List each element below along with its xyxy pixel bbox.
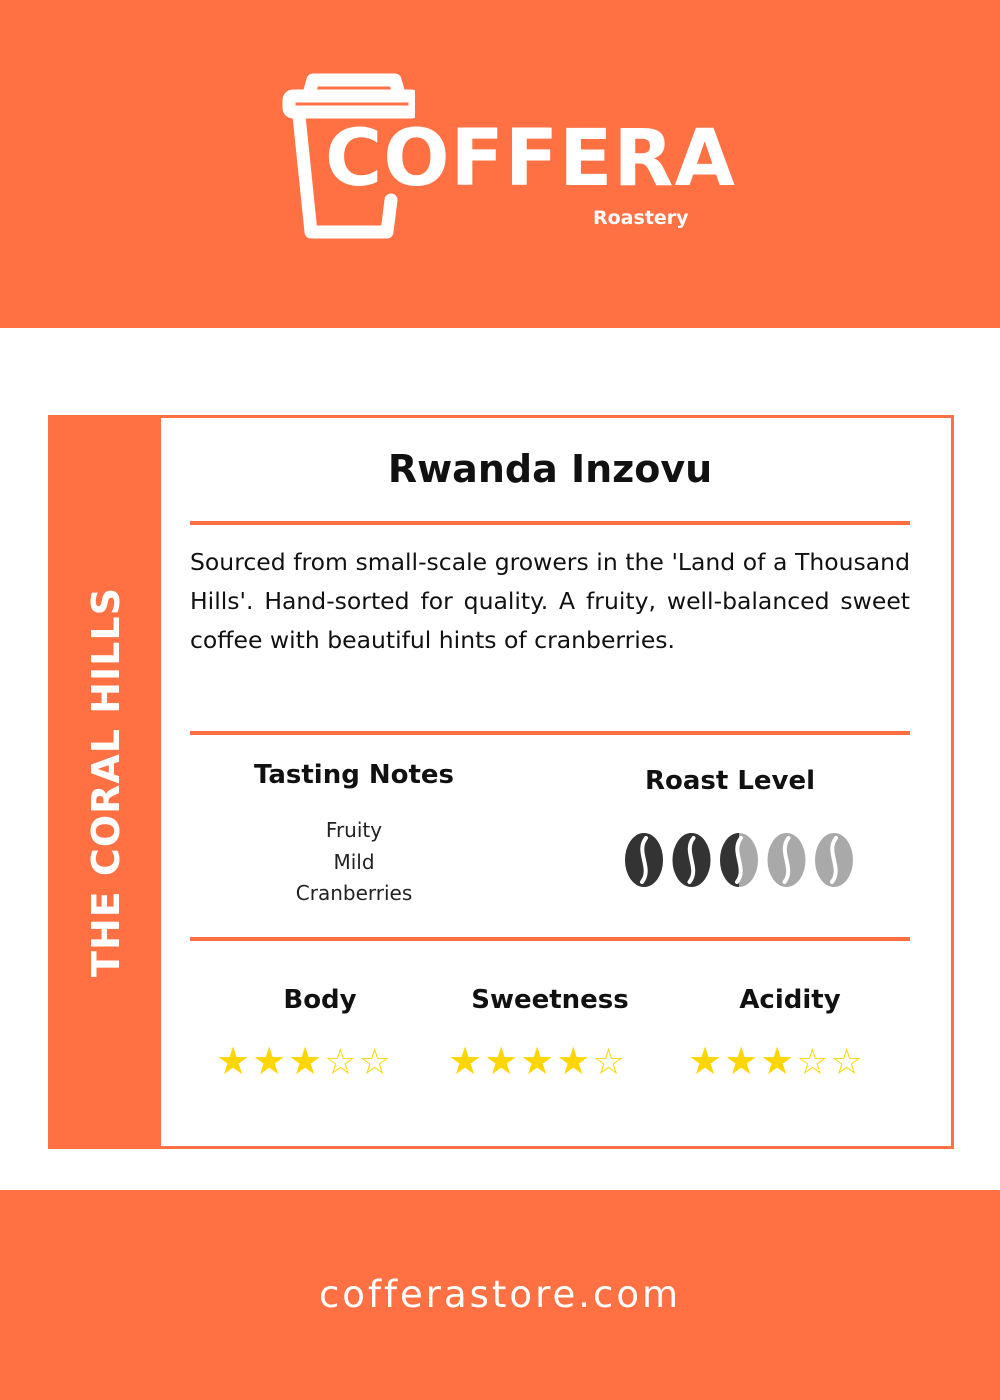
coffee-bean-icon	[625, 833, 663, 887]
coffee-bean-icon	[815, 833, 853, 887]
tasting-note: Cranberries	[295, 881, 413, 905]
star-filled-icon: ★	[688, 1039, 725, 1083]
website-link[interactable]: cofferastore.com	[318, 1273, 682, 1316]
sweetness-rating-label: Sweetness	[471, 985, 629, 1015]
collection-side-band	[51, 418, 161, 1146]
star-filled-icon: ★	[448, 1039, 485, 1083]
tasting-notes-heading: Tasting Notes	[253, 760, 455, 790]
header-banner	[0, 0, 1000, 328]
product-description: Sourced from small-scale growers in the 'Land of a Thousand Hills'. Hand-sorted for quality. A fruity, well-balanced sweet coffee with beautiful hints of cranberries.	[190, 548, 910, 654]
divider	[190, 937, 910, 941]
star-filled-icon: ★	[556, 1039, 593, 1083]
divider	[190, 521, 910, 525]
divider	[190, 731, 910, 735]
body-rating-label: Body	[283, 985, 357, 1015]
roast-level-meter	[623, 830, 859, 890]
roast-level-heading: Roast Level	[644, 766, 816, 796]
star-filled-icon: ★	[520, 1039, 557, 1083]
acidity-star-rating	[688, 1036, 865, 1086]
collection-name: THE CORAL HILLS	[84, 587, 128, 977]
body-star-rating	[216, 1036, 393, 1086]
star-empty-icon: ☆	[796, 1042, 831, 1083]
star-filled-icon: ★	[760, 1039, 797, 1083]
star-empty-icon: ☆	[324, 1042, 359, 1083]
tasting-note: Fruity	[325, 818, 383, 842]
coffee-bean-icon	[673, 833, 711, 887]
tasting-notes-list	[254, 815, 454, 910]
star-filled-icon: ★	[724, 1039, 761, 1083]
star-empty-icon: ☆	[830, 1042, 865, 1083]
star-filled-icon: ★	[288, 1039, 325, 1083]
sweetness-star-rating	[448, 1036, 627, 1086]
star-filled-icon: ★	[252, 1039, 289, 1083]
coffee-bean-icon	[720, 833, 758, 887]
star-filled-icon: ★	[484, 1039, 521, 1083]
brand-subtitle: Roastery	[593, 207, 689, 229]
acidity-rating-label: Acidity	[739, 985, 841, 1015]
star-filled-icon: ★	[216, 1039, 253, 1083]
tasting-note: Mild	[333, 849, 375, 874]
brand-name: COFFERA	[325, 114, 736, 204]
coffee-bean-icon	[768, 833, 806, 887]
star-empty-icon: ☆	[592, 1042, 627, 1083]
star-empty-icon: ☆	[358, 1042, 393, 1083]
product-title: Rwanda Inzovu	[387, 447, 713, 491]
brand-logo	[275, 72, 735, 247]
